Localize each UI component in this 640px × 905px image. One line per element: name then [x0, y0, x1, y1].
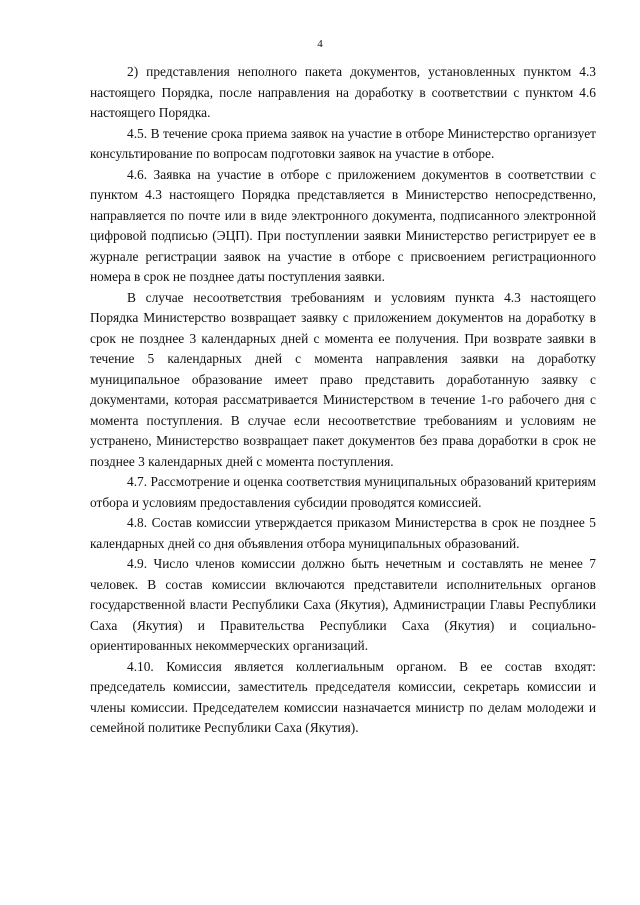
paragraph-4-6: 4.6. Заявка на участие в отборе с приложением документов в соответствии с пунктом 4.3 настоящего Порядка представляется в Министерство непосредственно, направляется по почте или в виде электронного документа, подписанного электронной цифровой подписью (ЭЦП). При поступлении заявки Министерство регистрирует ее в журнале регистрации заявок на участие в отборе с присвоением регистрационного номера в срок не позднее даты поступления заявки.	[90, 166, 596, 284]
paragraph-4-5: 4.5. В течение срока приема заявок на участие в отборе Министерство организует консультирование по вопросам подготовки заявок на участие в отборе.	[90, 125, 596, 161]
paragraph-4-9: 4.9. Число членов комиссии должно быть нечетным и составлять не менее 7 человек. В состав комиссии включаются представители исполнительных органов государственной власти Республики Саха (Якутия), Администрации Главы Республики Саха (Якутия) и Правительства Республики Саха (Якутия) и социально-ориентированных некоммерческих организаций.	[90, 556, 596, 653]
paragraph-4-10: 4.10. Комиссия является коллегиальным органом. В ее состав входят: председатель комиссии, заместитель председателя комиссии, секретарь комиссии и члены комиссии. Председателем комиссии назначается министр по делам молодежи и семейной политике Республики Саха (Якутия).	[90, 658, 596, 735]
paragraph-item-2: 2) представления неполного пакета документов, установленных пунктом 4.3 настоящего Порядка, после направления на доработку в соответствии с пунктом 4.6 настоящего Порядка.	[90, 64, 596, 120]
paragraph-4-7: 4.7. Рассмотрение и оценка соответствия муниципальных образований критериям отбора и условиям предоставления субсидии проводятся комиссией.	[90, 474, 596, 510]
paragraph-4-8: 4.8. Состав комиссии утверждается приказом Министерства в срок не позднее 5 календарных дней со дня объявления отбора муниципальных образований.	[90, 515, 596, 551]
page-number: 4	[317, 38, 323, 50]
document-body	[90, 62, 596, 739]
paragraph-4-6-return: В случае несоответствия требованиям и условиям пункта 4.3 настоящего Порядка Министерство возвращает заявку с приложением документов на доработку в срок не позднее 3 календарных дней с момента ее получения. При возврате заявки в течение 5 календарных дней с момента направления заявки на доработку муниципальное образование имеет право представить доработанную заявку с документами, которая рассматривается Министерством в течение 1-го рабочего дня с момента поступления. В случае если несоответствие требованиям и условиям не устранено, Министерство возвращает пакет документов без права доработки в срок не позднее 3 календарных дней с момента поступления.	[90, 289, 596, 469]
